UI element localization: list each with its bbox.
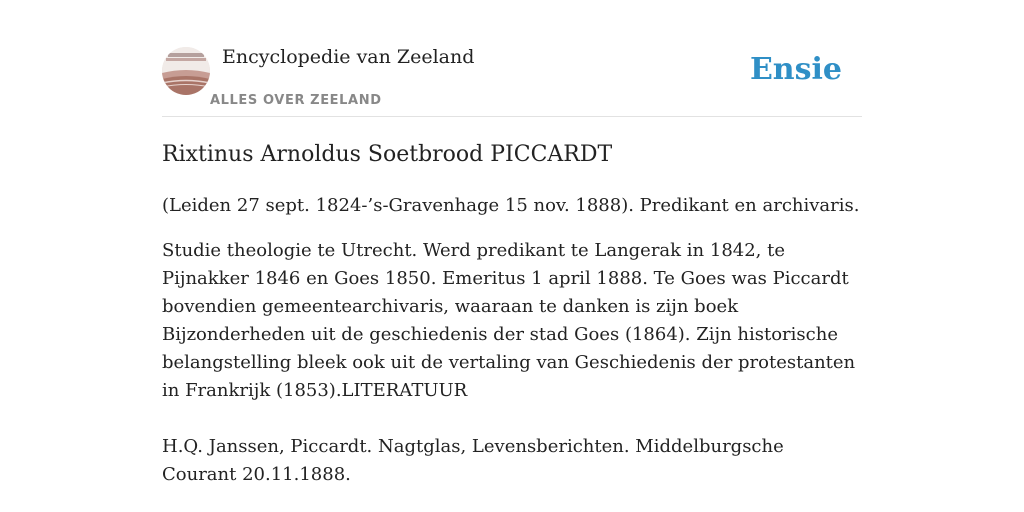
site-header <box>162 46 862 117</box>
article <box>162 140 862 489</box>
ensie-logo-link[interactable]: Ensie <box>749 52 842 87</box>
article-lead: (Leiden 27 sept. 1824-’s-Gravenhage 15 nov. 1888). Predikant en archivaris. <box>162 195 860 216</box>
article-title: Rixtinus Arnoldus Soetbrood PICCARDT <box>162 142 613 167</box>
article-body: Studie theologie te Utrecht. Werd predikant te Langerak in 1842, te Pijnakker 1846 en Goes 1850. Emeritus 1 april 1888. Te Goes was Piccardt bovendien gemeentearchivaris, waaraan te danken is zijn boek Bijzonderheden uit de geschiedenis der stad Goes (1864). Zijn historische belangstelling bleek ook uit de vertaling van Geschiedenis der protestanten in Frankrijk (1853).LITERATUUR H.Q. Janssen, Piccardt. Nagtglas, Levensberichten. Middelburgsche Courant 20.11.1888. <box>162 240 856 485</box>
site-tagline: ALLES OVER ZEELAND <box>210 93 382 108</box>
book-pages-icon[interactable] <box>162 47 210 95</box>
site-title[interactable]: Encyclopedie van Zeeland <box>222 46 475 68</box>
